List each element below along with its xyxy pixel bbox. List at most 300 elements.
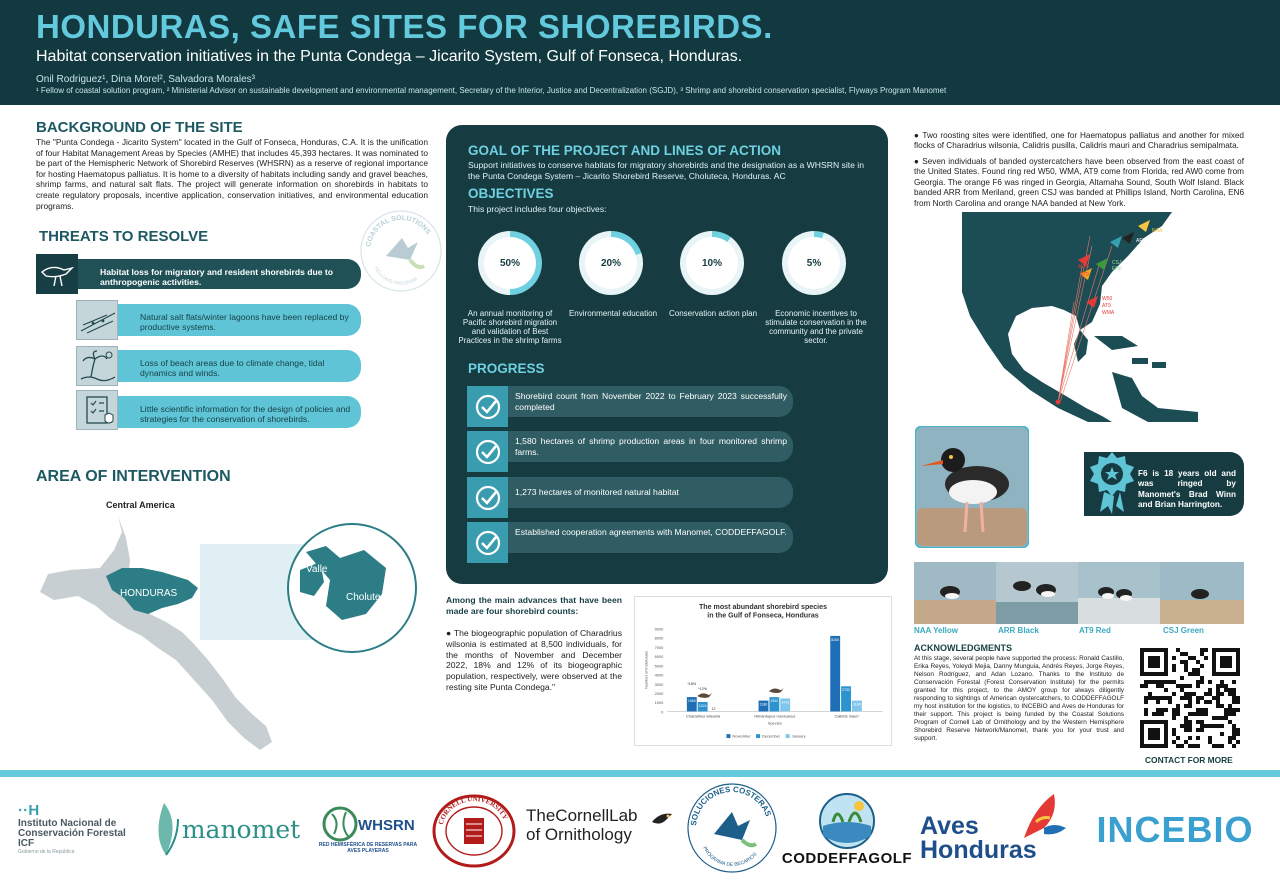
header (0, 0, 1280, 105)
qr-module (1220, 732, 1224, 736)
bar-data-label: 12 (711, 706, 716, 711)
qr-module (1164, 688, 1168, 692)
qr-module (1184, 664, 1188, 668)
qr-module (1168, 700, 1172, 704)
qr-module (1228, 736, 1232, 740)
legend-label: November (732, 733, 751, 739)
qr-module (1208, 692, 1212, 696)
qr-module (1148, 680, 1152, 684)
band-label-at9-north: AT9 (1080, 272, 1089, 278)
qr-module (1196, 700, 1200, 704)
central-america-label: Central America (106, 500, 175, 510)
y-tick-label: 9000 (654, 626, 664, 632)
threat-text-4: Little scientific information for the design of policies and strategies for the conservation of shorebirds. (140, 404, 351, 425)
qr-module (1232, 732, 1236, 736)
qr-module (1236, 732, 1240, 736)
qr-module (1188, 724, 1192, 728)
qr-module (1188, 712, 1192, 716)
qr-module (1184, 668, 1188, 672)
qr-module (1224, 712, 1228, 716)
objective-percent-4: 5% (788, 237, 840, 289)
qr-module (1224, 708, 1228, 712)
qr-module (1204, 656, 1208, 660)
qr-module (1200, 664, 1204, 668)
objective-percent-3: 10% (686, 237, 738, 289)
footer-band (0, 770, 1280, 777)
qr-module (1220, 716, 1224, 720)
f6-note: F6 is 18 years old and was ringed by Manomet's Brad Winn and Brian Harrington. (1138, 469, 1236, 510)
qr-module (1164, 708, 1168, 712)
qr-module (1184, 660, 1188, 664)
qr-module (1216, 724, 1220, 728)
qr-module (1188, 704, 1192, 708)
qr-code[interactable] (1140, 648, 1240, 748)
qr-module (1176, 736, 1180, 740)
qr-module (1184, 652, 1188, 656)
qr-module (1144, 708, 1148, 712)
bar-data-label: 8200 (831, 637, 840, 642)
legend-label: December (762, 733, 781, 739)
icf-logo (18, 802, 142, 854)
qr-module (1232, 724, 1236, 728)
zone-label-valle: Valle (306, 564, 328, 575)
qr-module (1228, 720, 1232, 724)
qr-module (1232, 700, 1236, 704)
qr-module (1180, 688, 1184, 692)
coddeffagolf-text: CODDEFFAGOLF (781, 849, 913, 867)
qr-module (1188, 696, 1192, 700)
cornell-lab-line-2: of Ornithology (526, 825, 632, 844)
objective-ring-2 (579, 231, 643, 295)
poster-title: HONDURAS, SAFE SITES FOR SHOREBIRDS. (36, 8, 773, 45)
qr-module (1228, 712, 1232, 716)
right-bullet-2: ● Seven individuals of banded oystercatchers have been observed from the east coast of the United States. Found ring red W50, WMA, AT9 come from Florida, red AW0 come from Georgia. The orange F6 was ringed in Georgia, Altamaha Sound, South Wolf Island. Black banded ARR from Meriland, green CSJ was banded at Phillips Island, North Carolina, EN6 from North Carolina and orange NAA banded at New York. (914, 157, 1244, 208)
progress-heading: PROGRESS (468, 361, 545, 376)
qr-module (1184, 740, 1188, 744)
band-label-en6: EN6 (1112, 266, 1122, 272)
background-heading: BACKGROUND OF THE SITE (36, 119, 243, 136)
band-label-at9: AT9 (1102, 303, 1111, 309)
qr-module (1200, 728, 1204, 732)
qr-module (1184, 684, 1188, 688)
qr-module (1152, 696, 1156, 700)
goal-panel (446, 125, 888, 584)
qr-module (1200, 720, 1204, 724)
qr-module (1148, 692, 1152, 696)
qr-module (1192, 712, 1196, 716)
manomet-text: manomet (181, 814, 301, 844)
cornell-lab-logo (526, 806, 676, 856)
objective-label-2: Environmental education (568, 309, 658, 318)
y-tick-label: 4000 (654, 672, 664, 678)
qr-module (1192, 672, 1196, 676)
x-category-label: Himantopus mexicanus (754, 713, 796, 719)
qr-module (1192, 656, 1196, 660)
qr-module (1196, 660, 1200, 664)
qr-module (1176, 648, 1180, 652)
icf-line-2: Conservación Forestal (18, 828, 126, 839)
qr-module (1196, 672, 1200, 676)
right-bullet-1: ● Two roosting sites were identified, one for Haematopus palliatus and another for mixed flocks of Charadrius wilsonia, Calidris pusilla, Calidris mauri and Charadrius semipalmata. (914, 131, 1244, 151)
qr-module (1156, 696, 1160, 700)
objective-label-1: An annual monitoring of Pacific shorebird migration and validation of Best Practices in the shrimp farms (458, 309, 562, 345)
qr-module (1176, 712, 1180, 716)
qr-module (1152, 712, 1156, 716)
band-label-w50: W50 (1102, 296, 1113, 302)
qr-module (1156, 684, 1160, 688)
qr-module (1188, 744, 1192, 748)
qr-module (1192, 668, 1196, 672)
qr-module (1196, 736, 1200, 740)
qr-module (1180, 660, 1184, 664)
qr-module (1200, 648, 1204, 652)
banded-birds-photos (914, 562, 1244, 624)
qr-module (1220, 680, 1224, 684)
bar-data-label: 1180 (853, 702, 861, 707)
progress-item-3 (467, 477, 793, 508)
legend-swatch (756, 734, 760, 738)
checklist-icon (76, 390, 118, 430)
qr-module (1216, 688, 1220, 692)
qr-module (1228, 708, 1232, 712)
photo-caption-csj: CSJ Green (1163, 626, 1204, 635)
qr-module (1172, 692, 1176, 696)
affiliations: ¹ Fellow of coastal solution program, ² Ministerial Advisor on sustainable development and environmental management, Secretary of the Interior, Justice and Decentralization (SGJD), ³ Shrimp and shorebird conservation specialist, Flyways Program Manomet (36, 86, 947, 95)
species-bar-chart (634, 596, 892, 746)
progress-text-1: Shorebird count from November 2022 to February 2023 successfully completed (515, 391, 787, 412)
qr-module (1232, 744, 1236, 748)
icf-line-1: Instituto Nacional de (18, 818, 117, 829)
stamp-top-text: COASTAL SOLUTIONS (365, 214, 432, 248)
goal-text: Support initiatives to conserve habitats for migratory shorebirds and the designation as a WHSRN site in the Punta Condega System – Jicarito Shorebird Reserve, Choluteca, Honduras. AC (468, 160, 864, 181)
manomet-logo (146, 796, 302, 862)
chart-annotation: *18% (687, 682, 697, 687)
coddeffagolf-emblem-icon (815, 792, 879, 850)
qr-module (1188, 720, 1192, 724)
qr-module (1220, 744, 1224, 748)
bird-icon (36, 254, 78, 294)
qr-module (1188, 736, 1192, 740)
qr-module (1196, 744, 1200, 748)
qr-finder (1148, 656, 1160, 668)
qr-module (1176, 744, 1180, 748)
objective-ring-4 (782, 231, 846, 295)
progress-item-4 (467, 522, 793, 553)
qr-module (1168, 680, 1172, 684)
objective-ring-1 (478, 231, 542, 295)
x-category-label: Charadrius wilsonia (685, 713, 721, 719)
qr-module (1184, 716, 1188, 720)
qr-module (1156, 680, 1160, 684)
objective-label-4: Economic incentives to stimulate conservation in the community and the private sector. (765, 309, 867, 345)
qr-module (1220, 704, 1224, 708)
cornell-seal-text: CORNELL UNIVERSITY (436, 794, 510, 826)
check-icon (467, 431, 508, 472)
qr-module (1180, 684, 1184, 688)
acknowledgments-text: At this stage, several people have supported the process: Ronald Castillo, Erika Reyes, Yoleydi Mejia, Danny Munguia, Andrés Reyes, Jorge Reyes, Nelson Rodríguez, and Adan Lozano. Thanks to the Instituto de Conservación Forestal (Forest Conservation Institute) for the permits granted for this project, to the AMOY group for always diligently responding to sightings of American oystercatchers, to CODDEFFAGOLF my host institution for the logistics, to INCEBIO and Aves de Honduras for their support. This project is being funded by the Coastal Solutions Program of Cornell Lab of Ornithology and by the Western Hemisphere Shorebird Reserve Network/Manomet, thank you for your trust and support. (914, 655, 1124, 742)
progress-text-3: 1,273 hectares of monitored natural habitat (515, 487, 679, 497)
qr-module (1232, 736, 1236, 740)
threats-heading: THREATS TO RESOLVE (39, 228, 209, 245)
check-icon (467, 477, 508, 518)
x-axis-label: Species (767, 720, 782, 726)
chart-bird-icon (769, 688, 784, 693)
qr-module (1180, 724, 1184, 728)
objective-ring-3 (680, 231, 744, 295)
progress-item-1 (467, 386, 793, 417)
y-tick-label: 7000 (654, 644, 664, 650)
photo-caption-arr: ARR Black (998, 626, 1039, 635)
qr-module (1204, 692, 1208, 696)
progress-text-4: Established cooperation agreements with Manomet, CODDEFFAGOLF. (515, 527, 787, 537)
qr-module (1172, 728, 1176, 732)
objective-percent-2: 20% (585, 237, 637, 289)
band-label-aw0: AW0 (1078, 264, 1089, 270)
cornell-bird-icon (650, 810, 674, 830)
whsrn-subtext: RED HEMISFÉRICA DE RESERVAS PARA AVES PLAYERAS (318, 842, 418, 854)
y-tick-label: 1000 (654, 700, 664, 706)
qr-module (1200, 696, 1204, 700)
qr-module (1228, 688, 1232, 692)
qr-module (1228, 692, 1232, 696)
bar-data-label: 1560 (687, 699, 696, 704)
bar (830, 636, 840, 712)
qr-module (1196, 696, 1200, 700)
qr-module (1188, 656, 1192, 660)
qr-module (1204, 648, 1208, 652)
qr-module (1220, 684, 1224, 688)
manomet-leaf-icon (148, 799, 182, 859)
whsrn-text: WHSRN (358, 817, 415, 834)
qr-module (1204, 700, 1208, 704)
area-heading: AREA OF INTERVENTION (36, 468, 231, 485)
qr-module (1196, 668, 1200, 672)
y-axis-label: Number of individuals (643, 651, 649, 689)
threat-item-2 (104, 304, 361, 336)
qr-module (1228, 740, 1232, 744)
bar-data-label: 1024 (698, 703, 707, 708)
threat-item-4 (104, 396, 361, 428)
cornell-university-seal (432, 794, 516, 868)
qr-module (1200, 708, 1204, 712)
background-text: The "Punta Condega - Jicarito System" located in the Gulf of Fonseca, Honduras, C.A. It is the unification of four Habitat Management Areas by Species (AMHE) that includes 45,393 hectares. It was nominated to be part of the Hemispheric Network of Shorebird Reserves (WHSRN) as a reserve of regional importance for hosting Haematopus palliatus. It is home to a diversity of habitats including sandy and gravel beaches, shrimp farms, and natural salt flats. The project will generate information on shorebirds in habitats to create regulatory proposals, incentive application, conservation initiatives, and environmental education programs. (36, 137, 428, 211)
qr-module (1232, 696, 1236, 700)
salt-flat-icon (76, 300, 118, 340)
legend-swatch (726, 734, 730, 738)
y-tick-label: 6000 (654, 654, 664, 660)
qr-module (1216, 716, 1220, 720)
threat-item-3 (104, 350, 361, 382)
qr-module (1208, 688, 1212, 692)
objectives-intro: This project includes four objectives: (468, 204, 607, 214)
chart-bird-icon (697, 693, 712, 698)
qr-module (1160, 712, 1164, 716)
qr-module (1172, 732, 1176, 736)
check-icon (467, 522, 508, 563)
qr-module (1152, 680, 1156, 684)
qr-module (1236, 740, 1240, 744)
qr-module (1196, 708, 1200, 712)
qr-module (1216, 692, 1220, 696)
soluciones-bottom-text: PROGRAMA DE BECARIOS (701, 845, 759, 869)
qr-module (1208, 724, 1212, 728)
qr-module (1144, 696, 1148, 700)
qr-module (1172, 740, 1176, 744)
photo-caption-at9: AT9 Red (1079, 626, 1111, 635)
qr-module (1216, 704, 1220, 708)
soluciones-costeras-logo (686, 782, 778, 874)
qr-module (1160, 680, 1164, 684)
threat-item-1 (64, 259, 361, 289)
qr-module (1212, 724, 1216, 728)
chart-annotation: *12% (698, 687, 708, 692)
incebio-logo (1082, 806, 1268, 854)
qr-module (1176, 708, 1180, 712)
qr-module (1188, 700, 1192, 704)
qr-finder (1220, 656, 1232, 668)
qr-module (1208, 680, 1212, 684)
qr-module (1184, 692, 1188, 696)
qr-module (1216, 700, 1220, 704)
qr-module (1200, 724, 1204, 728)
progress-item-2 (467, 431, 793, 462)
bar-data-label: 1180 (759, 702, 768, 707)
y-tick-label: 8000 (654, 635, 664, 641)
qr-module (1180, 676, 1184, 680)
qr-module (1168, 696, 1172, 700)
qr-module (1200, 676, 1204, 680)
bar-data-label: 1552 (770, 699, 779, 704)
qr-module (1156, 700, 1160, 704)
qr-module (1220, 724, 1224, 728)
qr-finder (1148, 728, 1160, 740)
qr-module (1172, 708, 1176, 712)
qr-module (1200, 652, 1204, 656)
qr-module (1188, 728, 1192, 732)
qr-module (1192, 692, 1196, 696)
cornell-lab-line-1: TheCornellLab (526, 806, 638, 825)
band-label-naa: NAA (1152, 228, 1163, 234)
qr-module (1144, 680, 1148, 684)
qr-module (1144, 712, 1148, 716)
soluciones-top-text: SOLUCIONES COSTERAS (689, 784, 773, 827)
photo-caption-naa: NAA Yellow (914, 626, 959, 635)
qr-module (1144, 684, 1148, 688)
aves-honduras-logo (918, 788, 1068, 872)
authors: Onil Rodriguez¹, Dina Morel², Salvadora Morales³ (36, 74, 255, 85)
threat-text-2: Natural salt flats/winter lagoons have been replaced by productive systems. (140, 312, 349, 333)
qr-module (1196, 684, 1200, 688)
award-badge-icon (1084, 448, 1140, 520)
chart-title-line-1: The most abundant shorebird species (698, 602, 828, 611)
qr-module (1172, 656, 1176, 660)
qr-module (1180, 744, 1184, 748)
progress-text-2: 1,580 hectares of shrimp production areas in four monitored shrimp farms. (515, 436, 787, 457)
stamp-bottom-text: FELLOWS PROGRAM (372, 265, 419, 288)
qr-module (1144, 700, 1148, 704)
qr-module (1196, 712, 1200, 716)
qr-module (1216, 744, 1220, 748)
qr-module (1208, 736, 1212, 740)
qr-module (1204, 724, 1208, 728)
check-icon (467, 386, 508, 427)
qr-module (1180, 652, 1184, 656)
qr-module (1196, 728, 1200, 732)
qr-module (1212, 696, 1216, 700)
qr-module (1188, 692, 1192, 696)
incebio-text: INCEBIO (1096, 809, 1254, 850)
counts-heading: Among the main advances that have been made are four shorebird counts: (446, 595, 622, 616)
whsrn-globe-icon (318, 804, 418, 842)
qr-module (1184, 724, 1188, 728)
qr-module (1176, 704, 1180, 708)
qr-module (1232, 708, 1236, 712)
honduras-text: Honduras (920, 836, 1037, 864)
y-tick-label: 5000 (654, 663, 664, 669)
qr-module (1188, 672, 1192, 676)
qr-module (1212, 744, 1216, 748)
y-tick-label: 0 (661, 709, 664, 715)
qr-module (1184, 728, 1188, 732)
poster-subtitle: Habitat conservation initiatives in the Punta Condega – Jicarito System, Gulf of Fonseca, Honduras. (36, 48, 743, 65)
coastal-solutions-stamp (358, 208, 444, 294)
qr-module (1156, 708, 1160, 712)
y-tick-label: 2000 (654, 691, 664, 697)
band-label-wma: WMA (1102, 310, 1115, 316)
chart-title (699, 603, 827, 620)
qr-module (1212, 716, 1216, 720)
qr-module (1148, 696, 1152, 700)
qr-module (1236, 728, 1240, 732)
legend-swatch (786, 734, 790, 738)
flyway-map (962, 212, 1198, 422)
central-america-map (30, 510, 440, 766)
threat-text-1: Habitat loss for migratory and resident shorebirds due to anthropogenic activities. (100, 267, 334, 288)
bar-data-label: 1413 (781, 700, 790, 705)
qr-module (1184, 704, 1188, 708)
qr-module (1232, 712, 1236, 716)
qr-module (1172, 668, 1176, 672)
qr-module (1200, 680, 1204, 684)
qr-module (1224, 684, 1228, 688)
qr-module (1180, 696, 1184, 700)
qr-module (1200, 712, 1204, 716)
qr-module (1172, 712, 1176, 716)
qr-module (1220, 692, 1224, 696)
qr-module (1196, 680, 1200, 684)
qr-module (1172, 664, 1176, 668)
country-label-honduras: HONDURAS (120, 588, 178, 599)
band-label-arr: ARR (1136, 238, 1147, 244)
qr-module (1164, 680, 1168, 684)
objectives-heading: OBJECTIVES (468, 186, 554, 201)
objective-label-3: Conservation action plan (668, 309, 758, 318)
macaw-icon (1014, 788, 1068, 846)
qr-module (1232, 688, 1236, 692)
qr-module (1160, 696, 1164, 700)
icf-line-3: ICF (18, 838, 35, 849)
svg-text:FELLOWS PROGRAM (373, 266, 419, 287)
contact-label[interactable]: CONTACT FOR MORE (1145, 755, 1233, 765)
legend-label: January (791, 733, 806, 739)
palm-beach-icon (76, 346, 118, 386)
qr-module (1236, 708, 1240, 712)
band-label-csj: CSJ (1112, 260, 1122, 266)
qr-module (1208, 740, 1212, 744)
icf-mark-icon: ∙∙H (18, 802, 41, 819)
y-tick-label: 3000 (654, 681, 664, 687)
chart-title-line-2: in the Gulf of Fonseca, Honduras (707, 611, 819, 620)
